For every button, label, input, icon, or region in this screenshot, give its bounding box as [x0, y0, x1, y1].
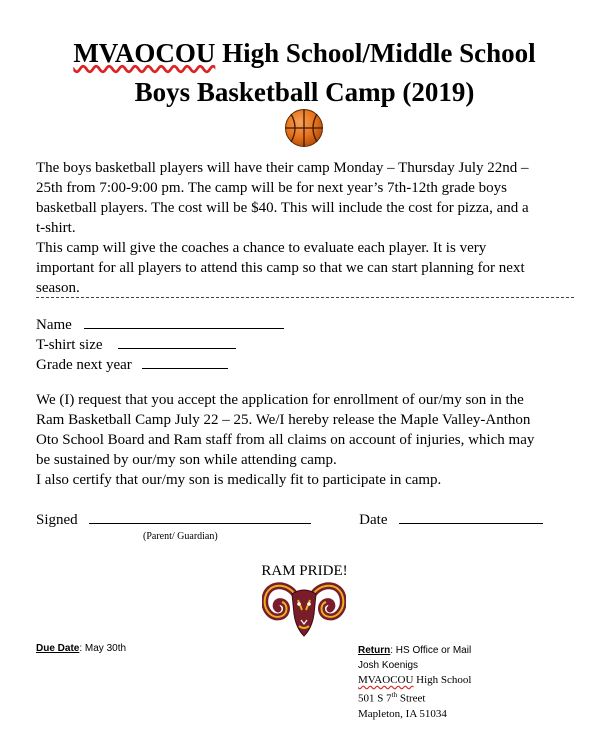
page-title-line2: Boys Basketball Camp (2019)	[134, 77, 475, 107]
grade-input-line[interactable]	[142, 354, 228, 369]
due-date	[36, 643, 126, 654]
signer-note: (Parent/ Guardian)	[143, 531, 218, 542]
release-line: Oto School Board and Ram staff from all claims on account of injuries, which may	[36, 432, 535, 448]
release-line: be sustained by our/my son while attending camp.	[36, 452, 337, 468]
title-line1-rest: High School/Middle School	[215, 38, 536, 68]
ram-logo	[262, 580, 346, 638]
street-line	[358, 688, 471, 707]
signature-input-line[interactable]	[89, 509, 311, 524]
tshirt-label: T-shirt size	[36, 337, 103, 353]
grade-field-row	[36, 354, 228, 375]
intro-line: basketball players. The cost will be $40. This will include the cost for pizza, and a	[36, 200, 529, 216]
intro-line: This camp will give the coaches a chance to evaluate each player. It is very	[36, 240, 487, 256]
intro-line: season.	[36, 280, 80, 296]
release-line: I also certify that our/my son is medically fit to participate in camp.	[36, 472, 442, 488]
school-name-line	[358, 673, 471, 688]
return-line	[358, 643, 471, 658]
footer-school-name: MVAOCOU	[358, 674, 414, 686]
release-paragraph	[36, 390, 586, 490]
signed-label: Signed	[36, 512, 78, 528]
due-date-value: : May 30th	[79, 643, 127, 654]
release-line: We (I) request that you accept the application for enrollment of our/my son in the	[36, 392, 524, 408]
release-line: Ram Basketball Camp July 22 – 25. We/I hereby release the Maple Valley-Anthon	[36, 412, 531, 428]
title-school-name: MVAOCOU	[73, 38, 216, 68]
contact-name: Josh Koenigs	[358, 660, 419, 671]
grade-label: Grade next year	[36, 357, 132, 373]
page-title-line1	[0, 36, 609, 70]
slogan: RAM PRIDE!	[261, 563, 348, 579]
city-line: Mapleton, IA 51034	[358, 707, 447, 720]
date-input-line[interactable]	[399, 509, 543, 524]
date-label: Date	[359, 512, 388, 528]
return-value: : HS Office or Mail	[390, 645, 472, 656]
footer-school-rest: High School	[413, 674, 472, 686]
cut-line-divider	[36, 297, 574, 298]
intro-line: 25th from 7:00-9:00 pm. The camp will be for next year’s 7th-12th grade boys	[36, 180, 508, 196]
return-label: Return	[358, 645, 391, 656]
name-label: Name	[36, 317, 72, 333]
name-input-line[interactable]	[84, 314, 284, 329]
intro-line: important for all players to attend this camp so that we can start planning for next	[36, 260, 525, 276]
intro-line: The boys basketball players will have their camp Monday – Thursday July 22nd –	[36, 160, 529, 176]
street-rest: Street	[397, 692, 426, 705]
name-field-row	[36, 314, 284, 335]
intro-line: t-shirt.	[36, 220, 76, 236]
signature-row	[36, 509, 543, 530]
return-address	[358, 643, 471, 722]
tshirt-field-row	[36, 334, 236, 355]
street-number: 501 S 7	[358, 692, 392, 705]
tshirt-input-line[interactable]	[118, 334, 236, 349]
due-date-label: Due Date	[36, 643, 80, 654]
basketball-icon	[284, 108, 324, 148]
street-suffix: th	[391, 691, 398, 699]
intro-paragraph	[36, 158, 586, 298]
